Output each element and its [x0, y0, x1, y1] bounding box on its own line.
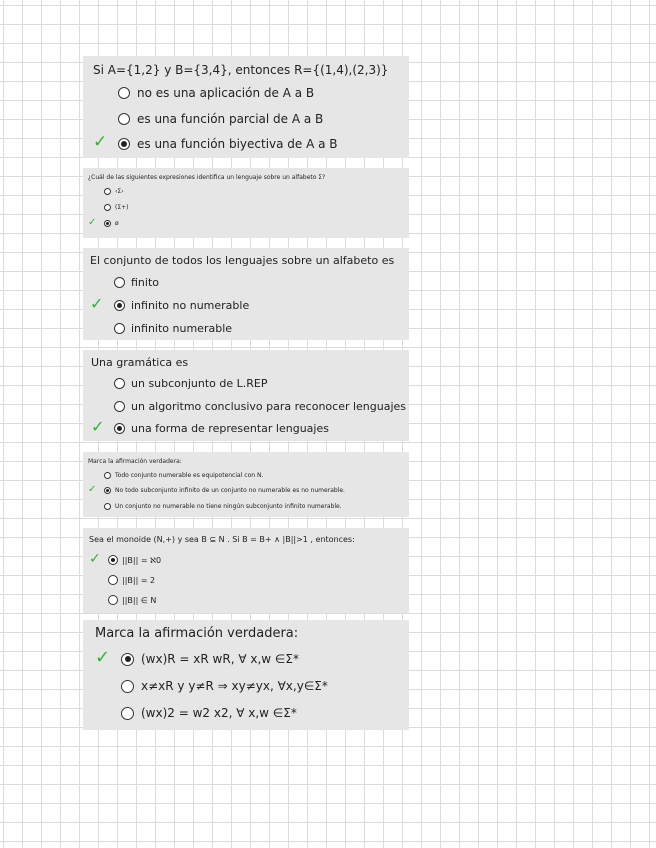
radio-icon[interactable] — [108, 595, 118, 605]
question-prompt: Si A={1,2} y B={3,4}, entonces R={(1,4),(2,3)} — [93, 63, 389, 77]
radio-icon[interactable] — [114, 323, 125, 334]
option[interactable] — [104, 204, 129, 211]
question-1 — [83, 56, 409, 158]
option-label: ø — [115, 220, 119, 227]
question-6 — [83, 528, 409, 613]
check-icon: ✓ — [89, 551, 101, 567]
radio-icon[interactable] — [104, 188, 111, 195]
option-label: (Σ+) — [115, 204, 129, 211]
option[interactable] — [104, 472, 263, 479]
radio-icon[interactable] — [104, 204, 111, 211]
option[interactable] — [118, 86, 314, 100]
radio-icon[interactable] — [104, 487, 111, 494]
option-label: infinito no numerable — [131, 299, 250, 312]
option-label: infinito numerable — [131, 322, 233, 335]
radio-icon[interactable] — [114, 378, 125, 389]
option[interactable] — [108, 595, 156, 605]
question-3 — [83, 248, 409, 340]
check-icon: ✓ — [88, 217, 97, 228]
option-label: x≠xR y y≠R ⇒ xy≠yx, ∀x,y∈Σ* — [141, 679, 328, 693]
option-label: un algoritmo conclusivo para reconocer lenguajes — [131, 400, 407, 413]
option-label: ‹Σ› — [115, 188, 124, 195]
option[interactable] — [114, 400, 406, 413]
radio-icon[interactable] — [118, 113, 130, 125]
option-label: Un conjunto no numerable no tiene ningún subconjunto infinito numerable. — [115, 503, 342, 510]
option[interactable] — [108, 555, 161, 565]
check-icon: ✓ — [91, 417, 105, 436]
radio-icon[interactable] — [114, 300, 125, 311]
question-prompt: Sea el monoide (N,+) y sea B ⊆ N . Si B = B+ ∧ |B||>1 , entonces: — [89, 535, 355, 544]
option-label: ||B|| = 2 — [122, 575, 156, 585]
radio-icon[interactable] — [104, 503, 111, 510]
check-icon: ✓ — [90, 294, 104, 313]
radio-icon[interactable] — [118, 87, 130, 99]
question-7 — [83, 620, 409, 730]
radio-icon[interactable] — [114, 423, 125, 434]
option[interactable] — [121, 706, 297, 720]
option[interactable] — [104, 487, 345, 494]
option[interactable] — [114, 322, 232, 335]
check-icon: ✓ — [95, 647, 111, 668]
check-icon: ✓ — [88, 484, 97, 495]
radio-icon[interactable] — [121, 680, 134, 693]
radio-icon[interactable] — [118, 138, 130, 150]
option[interactable] — [114, 422, 329, 435]
option[interactable] — [121, 652, 299, 666]
option[interactable] — [114, 299, 249, 312]
option-label: es una función parcial de A a B — [137, 112, 324, 126]
option-label: finito — [131, 276, 159, 289]
option-label: no es una aplicación de A a B — [137, 86, 315, 100]
option-label: es una función biyectiva de A a B — [137, 137, 338, 151]
option[interactable] — [104, 503, 342, 510]
question-prompt: Marca la afirmación verdadera: — [95, 626, 299, 641]
radio-icon[interactable] — [114, 401, 125, 412]
option-label: un subconjunto de L.REP — [131, 377, 268, 390]
option[interactable] — [104, 220, 119, 227]
question-2 — [83, 168, 409, 238]
radio-icon[interactable] — [108, 575, 118, 585]
option[interactable] — [118, 137, 338, 151]
radio-icon[interactable] — [108, 555, 118, 565]
option-label: una forma de representar lenguajes — [131, 422, 329, 435]
question-prompt: Una gramática es — [91, 356, 189, 369]
option-label: Todo conjunto numerable es equipotencial con N. — [115, 472, 264, 479]
question-prompt: ¿Cuál de las siguientes expresiones identifica un lenguaje sobre un alfabeto Σ? — [88, 174, 326, 181]
option[interactable] — [114, 276, 159, 289]
option-label: (wx)2 = w2 x2, ∀ x,w ∈Σ* — [141, 706, 297, 720]
option[interactable] — [108, 575, 155, 585]
radio-icon[interactable] — [121, 653, 134, 666]
radio-icon[interactable] — [121, 707, 134, 720]
check-icon: ✓ — [93, 132, 108, 152]
radio-icon[interactable] — [104, 472, 111, 479]
option-label: No todo subconjunto infinito de un conjunto no numerable es no numerable. — [115, 487, 345, 494]
question-prompt: Marca la afirmación verdadera: — [88, 458, 182, 465]
question-prompt: El conjunto de todos los lenguajes sobre un alfabeto es — [90, 254, 395, 267]
option[interactable] — [104, 188, 124, 195]
radio-icon[interactable] — [114, 277, 125, 288]
option[interactable] — [114, 377, 268, 390]
option[interactable] — [121, 679, 328, 693]
option[interactable] — [118, 112, 323, 126]
question-4 — [83, 350, 409, 441]
question-5 — [83, 452, 409, 517]
radio-icon[interactable] — [104, 220, 111, 227]
option-label: ||B|| = ℵ0 — [122, 555, 162, 565]
option-label: ||B|| ∈ N — [122, 595, 157, 605]
option-label: (wx)R = xR wR, ∀ x,w ∈Σ* — [141, 652, 299, 666]
